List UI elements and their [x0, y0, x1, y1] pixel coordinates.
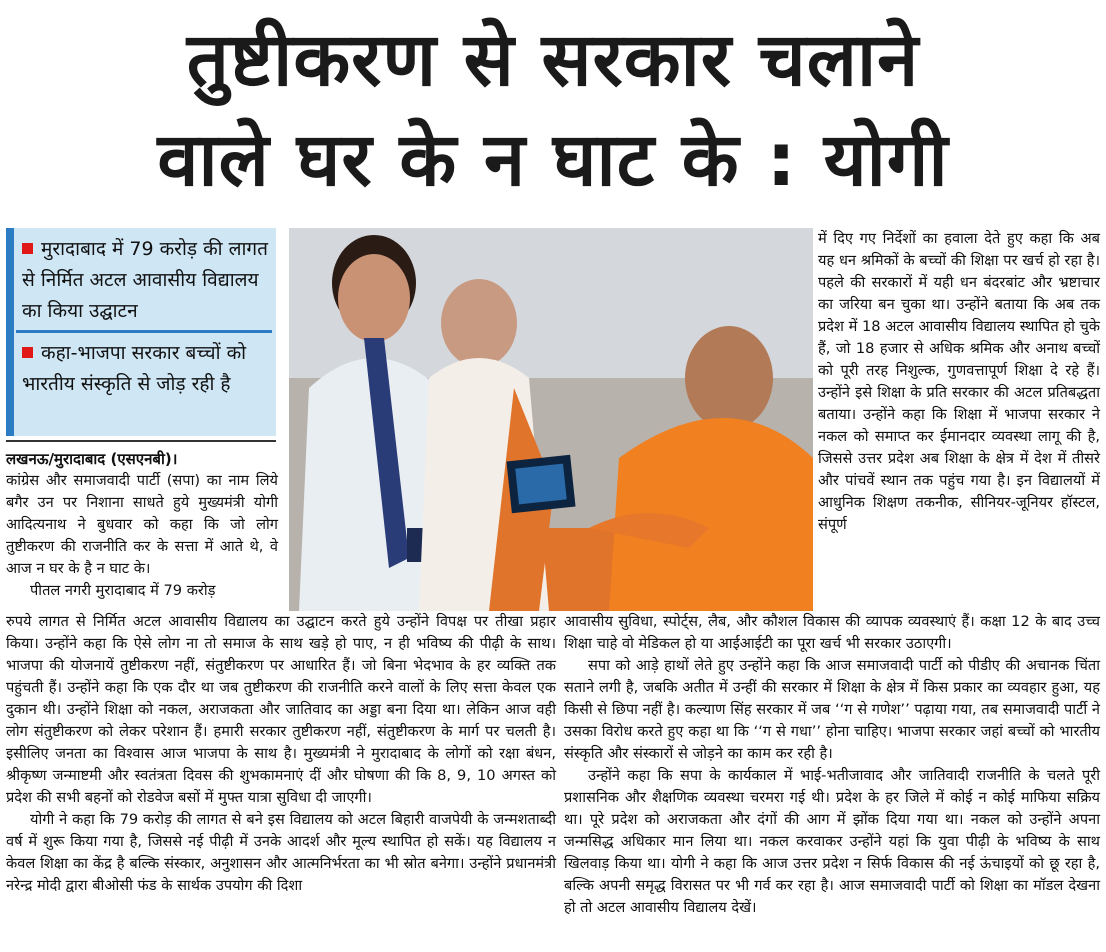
headline-line-1: तुष्टीकरण से सरकार चलाने	[186, 17, 920, 103]
right-paragraph: में दिए गए निर्देशों का हवाला देते हुए कहा कि अब यह धन श्रमिकों के बच्चों की शिक्षा पर खर्च हो रहा है। पहले की सरकारों में यही धन बंदरबांट और भ्रष्टाचार का जरिया बन चुका था। उन्होंने बताया कि अब तक प्रदेश में 18 अटल आवासीय विद्यालय स्थापित हो चुके हैं, जो 18 हजार से अधिक श्रमिक और अनाथ बच्चों को पूरी तरह निशुल्क, गुणवत्तापूर्ण शिक्षा दे रहे हैं। उन्होंने इसे शिक्षा के प्रति सरकार की अटल प्रतिबद्धता बताया। उन्होंने कहा कि शिक्षा में भाजपा सरकार ने नकल को समाप्त कर ईमानदार व्यवस्था लागू की है, जिससे उत्तर प्रदेश अब शिक्षा के क्षेत्र में देश में तीसरे और पांचवें स्थान तक पहुंच गया है। इन विद्यालयों में आधुनिक शिक्षण तकनीक, सीनियर-जूनियर हॉस्टल, संपूर्ण	[818, 230, 1100, 533]
left-paragraph-1: कांग्रेस और समाजवादी पार्टी (सपा) का नाम लिये बगैर उन पर निशाना साधते हुये मुख्यमंत्री योगी आदित्यनाथ ने बुधवार को कहा कि जो लोग तुष्टीकरण की राजनीति कर के सत्ता में आते थे, वे आज न घर के है न घाट के।	[6, 472, 278, 577]
highlights-accent-bar	[6, 228, 14, 436]
bottom-right-paragraph-3: उन्होंने कहा कि सपा के कार्यकाल में भाई-भतीजावाद और जातिवादी राजनीति के चलते पूरी प्रशासनिक और शैक्षणिक व्यवस्था चरमरा गई थी। प्रदेश के हर जिले में कोई न कोई माफिया सक्रिय था। पूरे प्रदेश को अराजकता और दंगों की आग में झोंक दिया गया था। नकल को उन्होंने अपना जन्मसिद्ध अधिकार मान लिया था। नकल करवाकर उन्होंने यहां कि युवा पीढ़ी के भविष्य के साथ खिलवाड़ किया था। योगी ने कहा कि आज उत्तर प्रदेश न सिर्फ विकास की नई ऊंचाइयों को छू रहा है, बल्कि अपनी समृद्ध विरासत पर भी गर्व कर रहा है। आज समाजवादी पार्टी को शिक्षा का मॉडल देखना हो तो अटल आवासीय विद्यालय देखें।	[564, 767, 1100, 916]
left-paragraph-2: पीतल नगरी मुरादाबाद में 79 करोड़	[30, 582, 216, 599]
highlight-item-1: मुरादाबाद में 79 करोड़ की लागत से निर्मित अटल आवासीय विद्यालय का किया उद्घाटन	[22, 238, 268, 322]
headline-line-2: वाले घर के न घाट के : योगी	[157, 117, 949, 203]
right-column	[818, 228, 1100, 536]
bottom-left-paragraph-1: रुपये लागत से निर्मित अटल आवासीय विद्यालय का उद्घाटन करते हुये उन्होंने विपक्ष पर तीखा प्रहार किया। उन्होंने कहा कि ऐसे लोग ना तो समाज के साथ खड़े हो पाए, न ही भविष्य की पीढ़ी के साथ। भाजपा की योजनायें तुष्टीकरण नहीं, संतुष्टीकरण पर आधारित हैं। जो बिना भेदभाव के हर व्यक्ति तक पहुंचती हैं। उन्होंने कहा कि एक दौर था जब तुष्टीकरण की राजनीति करने वालों के लिए सत्ता केवल एक दुकान थी। उन्होंने शिक्षा को नकल, अराजकता और जातिवाद का अड्डा बना दिया था। लेकिन आज वही लोग संतुष्टीकरण को लेकर परेशान हैं। हमारी सरकार तुष्टीकरण नहीं, संतुष्टीकरण के मार्ग पर चलती है। इसीलिए जनता का विश्वास आज भाजपा के साथ है। मुख्यमंत्री ने मुरादाबाद के लोगों को रक्षा बंधन, श्रीकृष्ण जन्माष्टमी और स्वतंत्रता दिवस की शुभकामनाएं दीं और घोषणा की कि 8, 9, 10 अगस्त को प्रदेश की सभी बहनों को रोडवेज बसों में मुफ्त यात्रा सुविधा दी जाएगी।	[6, 613, 556, 806]
bottom-right-paragraph-2: सपा को आड़े हाथों लेते हुए उन्होंने कहा कि आज समाजवादी पार्टी को पीडीए की अचानक चिंता सताने लगी है, जबकि अतीत में उन्हीं की सरकार में शिक्षा के क्षेत्र में किस प्रकार का व्यवहार हुआ, यह किसी से छिपा नहीं है। कल्याण सिंह सरकार में जब ‘‘ग से गणेश’’ पढ़ाया गया, तब समाजवादी पार्टी ने उसका विरोध करते हुए कहा था कि ‘‘ग से गधा’’ होना चाहिए। भाजपा सरकार जहां बच्चों को भारतीय संस्कृति और संस्कारों से जोड़ने का काम कर रही है।	[564, 657, 1100, 762]
bottom-left-column	[6, 611, 556, 897]
highlights-divider	[16, 330, 272, 333]
dateline: लखनऊ/मुरादाबाद (एसएनबी)।	[6, 450, 178, 468]
red-square-icon	[22, 347, 33, 358]
bottom-left-paragraph-2: योगी ने कहा कि 79 करोड़ की लागत से बने इस विद्यालय को अटल बिहारी वाजपेयी के जन्मशताब्दी वर्ष में शुरू किया गया है, जिससे नई पीढ़ी में उनके आदर्श और मूल्य स्थापित हो सकें। यह विद्यालय न केवल शिक्षा का केंद्र है बल्कि संस्कार, अनुशासन और आत्मनिर्भरता का भी स्रोत बनेगा। उन्होंने प्रधानमंत्री नरेन्द्र मोदी द्वारा बीओसी फंड के सार्थक उपयोग की दिशा	[6, 811, 556, 894]
dateline-rule	[6, 440, 276, 442]
red-square-icon	[22, 243, 33, 254]
event-photo	[289, 228, 813, 611]
highlight-item-2: कहा-भाजपा सरकार बच्चों को भारतीय संस्कृति से जोड़ रही है	[22, 342, 247, 395]
bottom-right-column	[564, 611, 1100, 919]
bottom-right-paragraph-1: आवासीय सुविधा, स्पोर्ट्स, लैब, और कौशल विकास की व्यापक व्यवस्थाएं हैं। कक्षा 12 के बाद उच्च शिक्षा चाहे वो मेडिकल हो या आईआईटी का पूरा खर्च भी सरकार उठाएगी।	[564, 613, 1100, 652]
headline	[0, 0, 1106, 220]
left-column	[6, 448, 278, 602]
